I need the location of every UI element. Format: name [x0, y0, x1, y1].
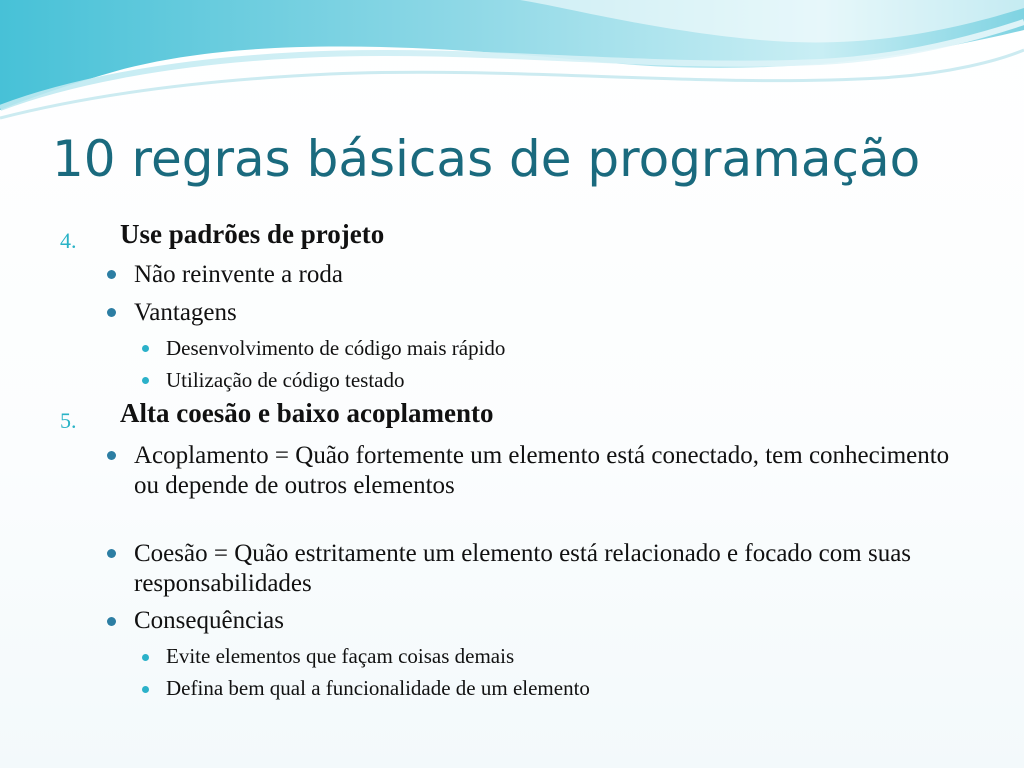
section-number: 4.	[60, 228, 77, 253]
bullet-icon	[107, 270, 116, 279]
sub-list-item: Evite elementos que façam coisas demais	[166, 644, 515, 668]
sub-bullet-icon	[142, 654, 149, 661]
bullet-icon	[107, 617, 116, 626]
section-heading: Alta coesão e baixo acoplamento	[120, 398, 494, 428]
sub-bullet-icon	[142, 345, 149, 352]
sub-list-item: Defina bem qual a funcionalidade de um elemento	[166, 676, 590, 700]
sub-list-item: Utilização de código testado	[166, 368, 405, 392]
bullet-icon	[107, 308, 116, 317]
list-item: Consequências	[134, 607, 284, 634]
list-item: Coesão = Quão estritamente um elemento está relacionado e focado com suas responsabilidades	[134, 540, 912, 597]
sub-bullet-icon	[142, 377, 149, 384]
sub-list-item: Desenvolvimento de código mais rápido	[166, 336, 506, 360]
slide-title: 10 regras básicas de programação	[52, 130, 921, 188]
list-item: Não reinvente a roda	[134, 261, 343, 288]
section-number: 5.	[60, 408, 77, 433]
bullet-icon	[107, 549, 116, 558]
list-item: Acoplamento = Quão fortemente um elemento está conectado, tem conhecimento ou depende de outros elementos	[134, 442, 950, 499]
bullet-icon	[107, 451, 116, 460]
sub-bullet-icon	[142, 686, 149, 693]
section-heading: Use padrões de projeto	[120, 219, 385, 249]
list-item: Vantagens	[134, 299, 237, 326]
